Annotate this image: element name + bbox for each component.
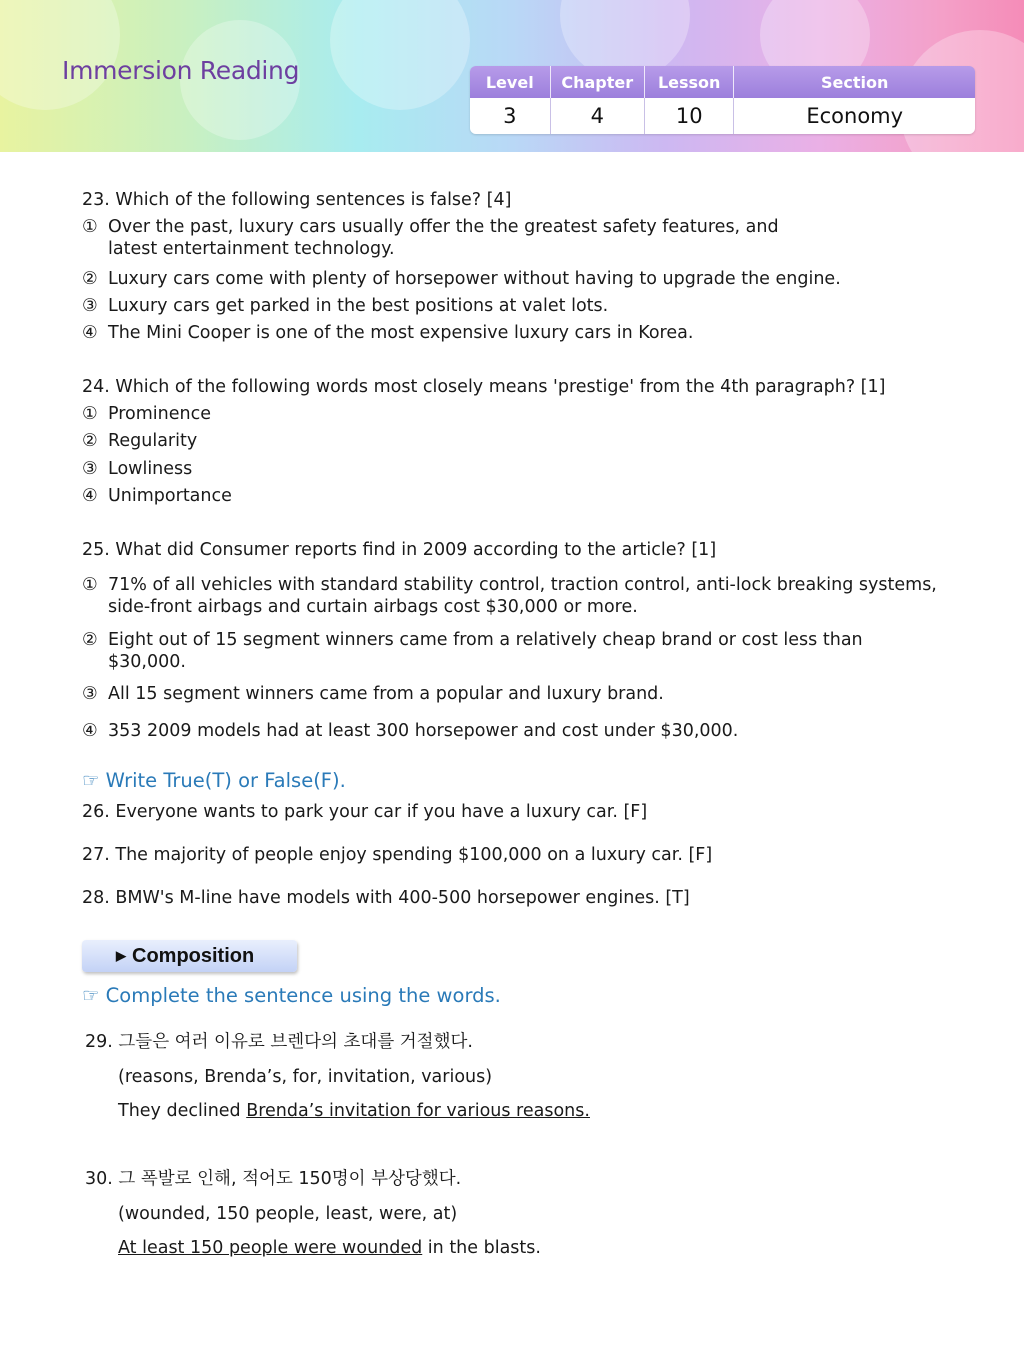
tf-item-26: 26. Everyone wants to park your car if you have a luxury car. [F]: [82, 802, 648, 822]
option-marker: ①: [82, 575, 98, 595]
option-text: Prominence: [108, 404, 212, 424]
option-marker: ②: [82, 431, 98, 451]
option-marker: ③: [82, 684, 98, 704]
option-text: Regularity: [108, 431, 198, 451]
triangle-right-icon: ▶: [116, 948, 126, 963]
header-lesson: Lesson: [645, 66, 734, 98]
q30-answer: [118, 1237, 541, 1259]
q25-option-3: [82, 683, 942, 705]
q30-word-bank: (wounded, 150 people, least, were, at): [118, 1204, 458, 1224]
header-section: Section: [821, 72, 889, 92]
q29-answer: [118, 1100, 590, 1122]
option-marker: ③: [82, 459, 98, 479]
option-marker: ④: [82, 486, 98, 506]
header-chapter: Chapter: [551, 66, 645, 98]
option-text: All 15 segment winners came from a popular and luxury brand.: [108, 684, 664, 704]
option-marker: ①: [82, 217, 98, 237]
question-24: 24. Which of the following words most closely means 'prestige' from the 4th paragraph? [1]: [82, 377, 886, 397]
option-text: Luxury cars get parked in the best positions at valet lots.: [108, 296, 609, 316]
option-text: Luxury cars come with plenty of horsepower without having to upgrade the engine.: [108, 269, 841, 289]
q30-korean-sentence: 30. 그 폭발로 인해, 적어도 150명이 부상당했다.: [85, 1169, 462, 1189]
tf-item-28: 28. BMW's M-line have models with 400-500 horsepower engines. [T]: [82, 888, 690, 908]
option-marker: ③: [82, 296, 98, 316]
header-level: Level: [470, 66, 551, 98]
q29-answer-prefix: They declined: [118, 1101, 247, 1121]
option-text: Eight out of 15 segment winners came from a relatively cheap brand or cost less than $30,000.: [108, 630, 863, 672]
value-lesson: 10: [645, 98, 734, 134]
option-text: 71% of all vehicles with standard stability control, traction control, anti-lock breaking systems, side-front airbags and curtain airbags cost $30,000 or more.: [108, 575, 937, 617]
option-marker: ①: [82, 404, 98, 424]
q23-option-2: [82, 268, 942, 290]
q24-option-1: [82, 403, 942, 425]
q29-word-bank: (reasons, Brenda’s, for, invitation, various): [118, 1067, 493, 1087]
q30-answer-underlined: At least 150 people were wounded: [118, 1238, 423, 1258]
question-23: 23. Which of the following sentences is false? [4]: [82, 190, 512, 210]
q24-option-4: [82, 485, 942, 507]
q25-option-2: [82, 629, 942, 673]
option-text: Lowliness: [108, 459, 193, 479]
option-text: Unimportance: [108, 486, 232, 506]
q24-option-3: [82, 458, 942, 480]
tf-item-27: 27. The majority of people enjoy spending $100,000 on a luxury car. [F]: [82, 845, 713, 865]
option-text: 353 2009 models had at least 300 horsepower and cost under $30,000.: [108, 721, 739, 741]
q25-option-4: [82, 720, 942, 742]
header-banner: [0, 0, 1024, 152]
option-marker: ②: [82, 630, 98, 650]
option-marker: ②: [82, 269, 98, 289]
q23-option-4: [82, 322, 942, 344]
q23-option-3: [82, 295, 942, 317]
q23-option-1: [82, 216, 942, 260]
lesson-info-table: [470, 66, 975, 134]
question-25: 25. What did Consumer reports find in 2009 according to the article? [1]: [82, 540, 717, 560]
lesson-info-values: [470, 98, 975, 134]
composition-section-tab: [82, 940, 297, 972]
option-text: Over the past, luxury cars usually offer the the greatest safety features, and latest entertainment technology.: [108, 217, 779, 259]
decor-bubble: [330, 0, 470, 110]
lesson-info-header: [470, 66, 975, 98]
q25-option-1: [82, 574, 942, 618]
brand-title: Immersion Reading: [62, 56, 300, 85]
value-chapter: 4: [551, 98, 645, 134]
value-level: 3: [470, 98, 551, 134]
q29-answer-underlined: Brenda’s invitation for various reasons.: [246, 1101, 590, 1121]
option-marker: ④: [82, 323, 98, 343]
q29-korean-sentence: 29. 그들은 여러 이유로 브렌다의 초대를 거절했다.: [85, 1032, 473, 1052]
decor-bubble: [0, 0, 120, 110]
value-section: Economy: [806, 104, 904, 128]
true-false-instruction: ☞ Write True(T) or False(F).: [82, 769, 346, 792]
composition-tab-label: Composition: [132, 944, 255, 967]
q24-option-2: [82, 430, 942, 452]
option-text: The Mini Cooper is one of the most expensive luxury cars in Korea.: [108, 323, 694, 343]
q30-answer-suffix: in the blasts.: [422, 1238, 541, 1258]
option-marker: ④: [82, 721, 98, 741]
composition-instruction: ☞ Complete the sentence using the words.: [82, 984, 501, 1007]
